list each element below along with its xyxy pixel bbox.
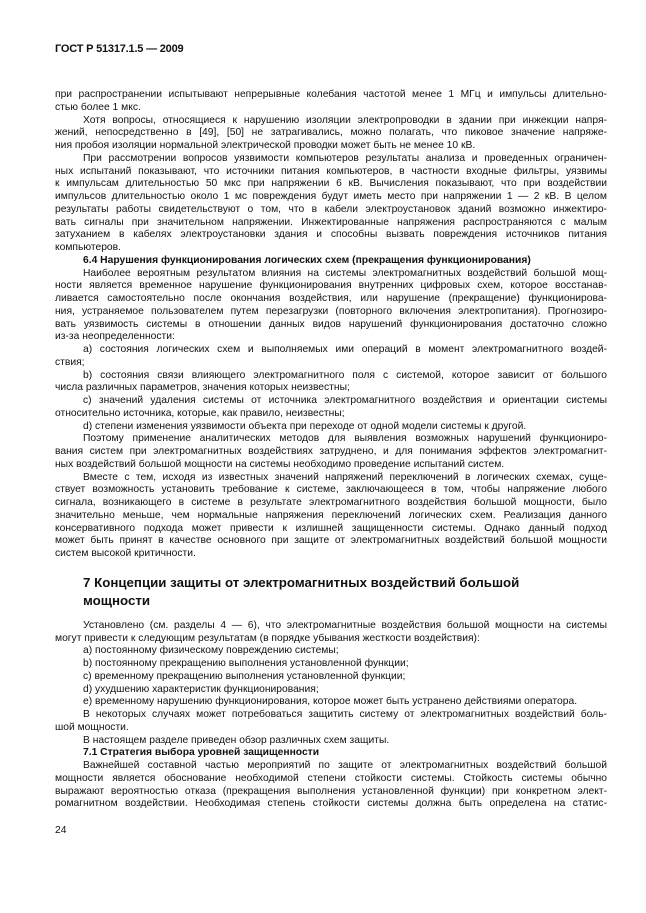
- text-line: b) состояния связи влияющего электромагнитного поля с системой, которое зависит от большого: [83, 369, 607, 381]
- paragraph: [55, 370, 607, 396]
- text-line: b) постоянному прекращению выполнения установленной функции;: [83, 658, 409, 669]
- text-line: результаты работы свидетельствуют о том, что в кабели электроустановок зданий возможно инжектиро-: [55, 203, 607, 215]
- text-line: шой мощности.: [55, 721, 129, 733]
- paragraph: [55, 89, 607, 115]
- text-line: ния, устраняемое пользователем путем перезагрузки (повторного включения электропитания). Прогнозиро-: [55, 305, 607, 317]
- text-line: мощности является обоснование необходимой степени стойкости системы. Стойкость системы обычно: [55, 772, 607, 784]
- subsection-heading: [55, 747, 607, 760]
- text-line: может быть принят в качестве основного при защите от электромагнитных воздействий большой мощности: [55, 535, 607, 547]
- text-line: Наиболее вероятным результатом влияния на системы электромагнитных воздействий большой мощ-: [83, 267, 607, 279]
- text-line: вать уязвимость системы в отношении данных видов нарушений функционирования достаточно сложно: [55, 318, 607, 330]
- paragraph: [55, 735, 607, 748]
- text-line: консервативного подхода может привести к излишней защищенности системы. Однако данный подход: [55, 522, 607, 534]
- paragraph: [55, 268, 607, 345]
- text-line: жений, непосредственно в [49], [50] не затрагивались, можно полагать, что пиковое значение напряже-: [55, 127, 607, 139]
- text-line: В настоящем разделе приведен обзор различных схем защиты.: [83, 734, 390, 746]
- section-heading: [55, 574, 607, 610]
- text-line: значительно меньше, чем нормальные напряжения переключений логических схем. Реализация данного: [55, 509, 607, 521]
- text-line: ромагнитном воздействии. Необходимая степень стойкости системы должна быть определена на статис-: [55, 798, 607, 810]
- text-line: 6.4 Нарушения функционирования логических схем (прекращения функционирования): [83, 254, 531, 266]
- text-line: c) значений удаления системы от источника электромагнитного воздействия и ориентации системы: [83, 395, 607, 406]
- text-line: компьютеров.: [55, 242, 121, 253]
- paragraph: [55, 620, 607, 646]
- text-line: ния пробоя изоляции нормальной электрической проводки может быть не менее 10 кВ.: [55, 140, 476, 151]
- paragraph: [55, 658, 607, 671]
- text-line: ных воздействий большой мощности на системы необходимо проведение испытаний систем.: [55, 458, 505, 470]
- text-line: При рассмотрении вопросов уязвимости компьютеров результаты анализа и проведенных ограничен-: [83, 152, 607, 164]
- text-line: e) временному нарушению функционирования, которое может быть устранено действиями оператора.: [83, 696, 578, 708]
- text-line: 7 Концепции защиты от электромагнитных воздействий большой: [83, 574, 520, 590]
- paragraph: [55, 153, 607, 255]
- text-line: Установлено (см. разделы 4 — 6), что электромагнитные воздействия большой мощности на системы: [83, 619, 607, 631]
- subsection-heading: [55, 255, 607, 268]
- text-line: a) постоянному физическому повреждению системы;: [83, 645, 339, 657]
- paragraph: [55, 684, 607, 697]
- document-body: [55, 89, 607, 811]
- text-line: 7.1 Стратегия выбора уровней защищенности: [83, 747, 320, 759]
- paragraph: [55, 421, 607, 434]
- text-line: вания систем при электромагнитных воздействиях затруднено, и для понимания эффектов электромагнит-: [55, 446, 607, 457]
- text-line: сигнала, возникающего в системе в результате электромагнитного воздействия большой мощности, было: [55, 497, 607, 508]
- text-line: Вместе с тем, исходя из известных значений напряжений переключений в логических схемах, суще-: [83, 471, 607, 483]
- text-line: к импульсам длительностью 50 мкс при напряжении 6 кВ. Вычисления показывают, что при воздействии: [55, 178, 607, 190]
- text-line: относительно источника, которые, как правило, неизвестны;: [55, 407, 345, 419]
- document-header: ГОСТ Р 51317.1.5 — 2009: [55, 43, 184, 55]
- paragraph: [55, 433, 607, 471]
- paragraph: [55, 472, 607, 561]
- text-line: ных испытаний показывают, что источники питания компьютеров, в частности входные фильтры, уязвимы: [55, 165, 607, 177]
- text-line: a) состояния логических схем и выполняемых ими операций в момент электромагнитного воздей-: [83, 344, 607, 355]
- text-line: d) ухудшению характеристик функционирования;: [83, 683, 319, 695]
- text-line: ности является временное нарушение функционирования внутренних цифровых схем, которое восстанав-: [55, 280, 607, 292]
- text-line: из-за неопределенности:: [55, 331, 175, 343]
- text-line: В некоторых случаях может потребоваться защитить систему от электромагнитных воздействий боль-: [83, 709, 607, 720]
- paragraph: [55, 671, 607, 684]
- text-line: выражают вероятностью отказа (прекращения выполнения установленной функции) при конкретном элект-: [55, 785, 607, 797]
- text-line: числа различных параметров, значения которых неизвестны;: [55, 382, 350, 394]
- document-flow: [55, 89, 607, 838]
- page-number: 24: [55, 825, 67, 836]
- text-line: ливается самостоятельно после окончания воздействия, или нарушение (прекращение) функционирова-: [55, 293, 607, 304]
- paragraph: [55, 344, 607, 370]
- text-line: ствия;: [55, 356, 85, 368]
- text-line: d) степени изменения уязвимости объекта при переходе от одной модели системы к другой.: [83, 420, 527, 432]
- text-line: вать сигналы при значительном напряжении. Инжектированные напряжения распространяются с малым: [55, 216, 607, 228]
- text-line: c) временному прекращению выполнения установленной функции;: [83, 670, 406, 682]
- text-line: затуханием в кабелях электроустановки здания и способны вызвать повреждения источников питания: [55, 229, 607, 241]
- text-line: Важнейшей составной частью мероприятий по защите от электромагнитных воздействий большой: [83, 760, 607, 771]
- paragraph: [55, 709, 607, 735]
- text-line: могут привести к следующим результатам (в порядке убывания жесткости воздействия):: [55, 632, 480, 644]
- paragraph: [55, 115, 607, 153]
- paragraph: [55, 645, 607, 658]
- text-line: импульсов длительностью около 1 мс повреждения будут иметь место при напряжении 1 — 2 кВ. В целом: [55, 191, 607, 202]
- text-line: Хотя вопросы, относящиеся к нарушению изоляции электропроводки в здании при инжекции напря-: [83, 114, 607, 126]
- text-line: при распространении испытывают непрерывные колебания частотой менее 1 МГц и импульсы длительно-: [55, 89, 607, 100]
- paragraph: [55, 696, 607, 709]
- text-line: мощности: [83, 592, 151, 608]
- text-line: Поэтому применение аналитических методов для выявления возможных нарушений функциониро-: [83, 433, 607, 445]
- paragraph: [55, 760, 607, 811]
- paragraph: [55, 395, 607, 421]
- text-line: систем высокой критичности.: [55, 548, 196, 559]
- text-line: стью более 1 мкс.: [55, 101, 141, 113]
- text-line: ствует возможность установить требование к системе, заключающееся в том, чтобы напряжение любого: [55, 484, 607, 496]
